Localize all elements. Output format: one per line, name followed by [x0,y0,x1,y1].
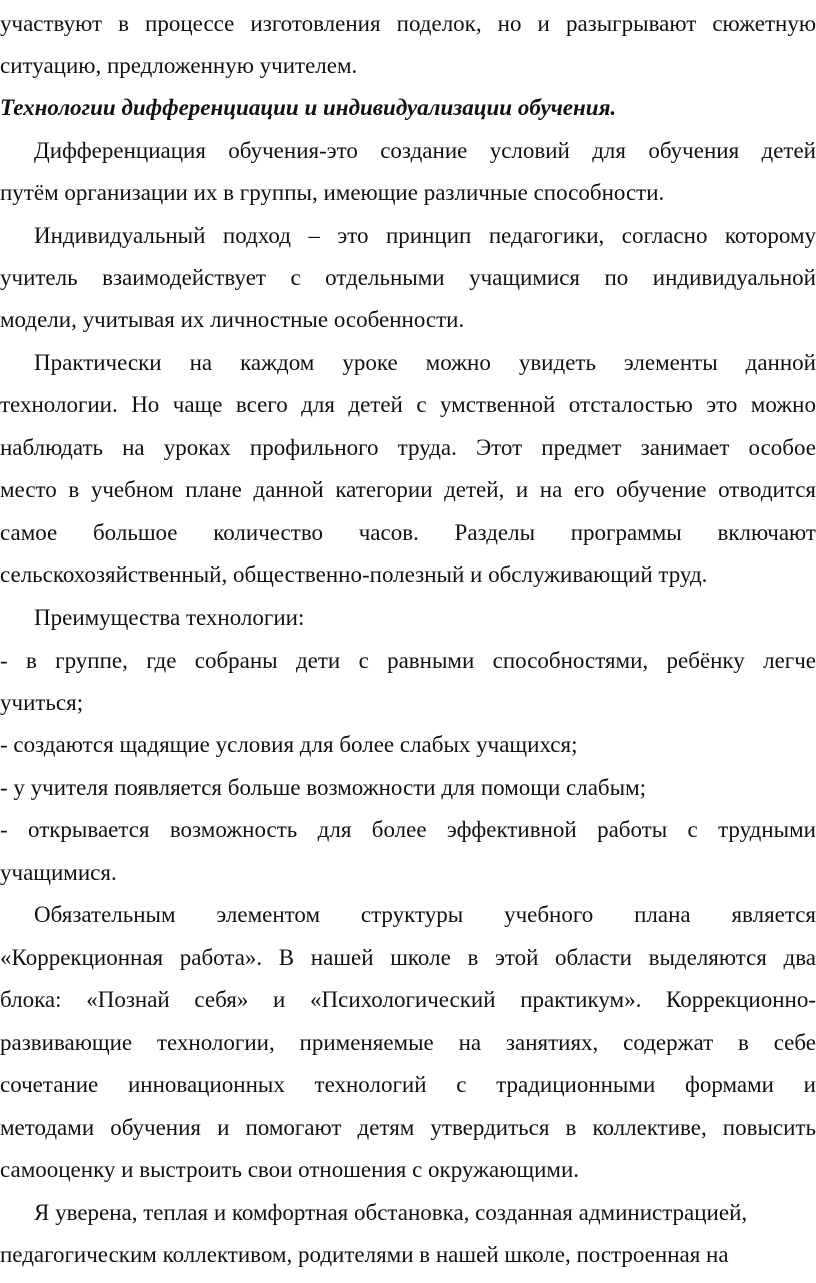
text-line: место в учебном плане данной категории детей, и на его обучение отводится [0,477,816,502]
text-line: учиться; [0,690,84,715]
text-line: наблюдать на уроках профильного труда. Этот предмет занимает особое [0,435,816,460]
text-line: ситуацию, предложенную учителем. [0,53,358,78]
text-line: Индивидуальный подход – это принцип педагогики, согласно которому [34,223,816,248]
list-item: - открывается возможность для более эффективной работы с трудными [0,817,816,842]
text-line: путём организации их в группы, имеющие различные способности. [0,180,665,205]
text-line: Обязательным элементом структуры учебного плана является [34,902,816,927]
text-line: педагогическим коллективом, родителями в нашей школе, построенная на [0,1242,729,1267]
text-line: самое большое количество часов. Разделы программы включают [0,520,816,545]
text-line: методами обучения и помогают детям утвердиться в коллективе, повысить [0,1115,816,1140]
text-line: Преимущества технологии: [34,605,305,630]
text-line: «Коррекционная работа». В нашей школе в этой области выделяются два [0,945,816,970]
text-line: сочетание инновационных технологий с традиционными формами и [0,1072,816,1097]
text-line: учащимися. [0,860,117,885]
text-line: блока: «Познай себя» и «Психологический практикум». Коррекционно- [0,987,816,1012]
text-line: участвуют в процессе изготовления поделок, но и разыгрывают сюжетную [0,11,816,36]
text-line: Практически на каждом уроке можно увидеть элементы данной [34,350,816,375]
list-item: - в группе, где собраны дети с равными способностями, ребёнку легче [0,648,816,673]
list-item: - создаются щадящие условия для более слабых учащихся; [0,732,578,757]
text-line: Дифференциация обучения-это создание условий для обучения детей [34,138,816,163]
list-item: - у учителя появляется больше возможности для помощи слабым; [0,775,647,800]
section-heading: Технологии дифференциации и индивидуализации обучения. [0,95,617,120]
text-line: модели, учитывая их личностные особенности. [0,307,465,332]
text-line: учитель взаимодействует с отдельными учащимися по индивидуальной [0,265,816,290]
text-line: технологии. Но чаще всего для детей с умственной отсталостью это можно [0,392,816,417]
text-line: развивающие технологии, применяемые на занятиях, содержат в себе [0,1030,816,1055]
text-line: Я уверена, теплая и комфортная обстановка, созданная администрацией, [34,1200,748,1225]
text-line: сельскохозяйственный, общественно-полезный и обслуживающий труд. [0,562,708,587]
text-line: самооценку и выстроить свои отношения с окружающими. [0,1157,580,1182]
